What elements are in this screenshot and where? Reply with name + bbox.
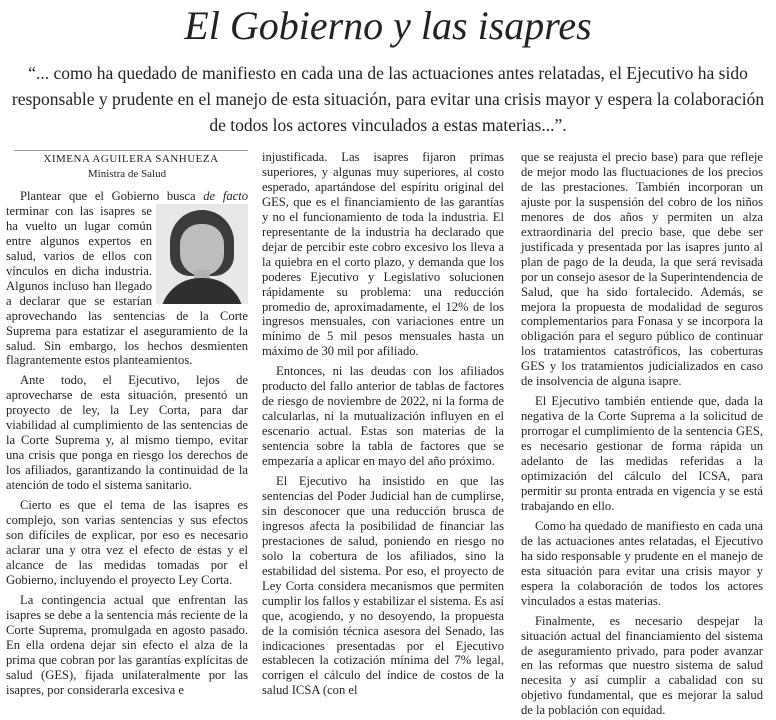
paragraph-4: La contingencia actual que enfrentan las isapres se debe a la sentencia más reciente de la Corte Suprema, promulgada en agosto pasado. En ella ordena dejar sin efecto el alza de la prima que cobran por las garantías explícitas de salud (GES), fijada unilateralmente por las isapres, por considerarla excesiva e: [6, 592, 248, 697]
paragraph-9: Finalmente, es necesario despejar la situación actual del financiamiento del sistema de aseguramiento privado, para poder avanzar en las reformas que nuestro sistema de salud necesita y así cumplir a cabalidad con su objetivo fundamental, que es mejorar la salud de la población con equidad.: [521, 613, 763, 718]
paragraph-7: El Ejecutivo también entiende que, dada la negativa de la Corte Suprema a la solicitud de prorrogar el cumplimiento de la sentencia GES, es necesario gestionar de forma rápida un adelanto de las medidas referidas a la optimización del cálculo del ICSA, para permitir su pronta entrada en vigencia y se está trabajando en ello.: [521, 394, 763, 513]
author-role: Ministra de Salud: [87, 168, 167, 180]
paragraph-8: Como ha quedado de manifiesto en cada una de las actuaciones antes relatadas, el Ejecutivo ha sido responsable y prudente en el manejo de esta situación para evitar una crisis mayor y espera la colaboración de todos los actores vinculados a estas materias.: [521, 518, 763, 608]
pull-quote: “... como ha quedado de manifiesto en cada una de las actuaciones antes relatadas, el Ejecutivo ha sido responsable y prudente en el manejo de esta situación, para evitar una crisis mayor y espera la colaboración de todos los actores vinculados a estas materias...”.: [11, 63, 765, 135]
article-title: El Gobierno y las isapres: [184, 3, 592, 48]
paragraph-6: El Ejecutivo ha insistido en que las sentencias del Poder Judicial han de cumplirse, sin desconocer que una reducción brusca de ingresos afecta la posibilidad de financiar las prestaciones de salud, poniendo en riesgo no solo la cobertura de los afiliados, sino la estabilidad del sistema. Por eso, el proyecto de Ley Corta considera mecanismos que permiten cumplir los fallos y estabilizar el sistema. Es así que, acogiendo, y no desoyendo, la propuesta de la comisión técnica asesora del Senado, las indicaciones presentadas por el Ejecutivo establecen la cotización mínima del 7% legal, corrigen el cálculo del índice de costos de la salud ICSA (con el: [262, 474, 504, 698]
paragraph-3: Cierto es que el tema de las isapres es complejo, son varias sentencias y sus efectos son difíciles de explicar, por eso es necesario aclarar una y otra vez el efecto de estas y el alcance de las medidas tomadas por el Gobierno, incluyendo el proyecto Ley Corta.: [6, 498, 248, 587]
paragraph-4-continued: injustificada. Las isapres fijaron primas superiores, y algunas muy superiores, al costo esperado, apartándose del espíritu original del GES, que es el financiamiento de las garantías y no el funcionamiento de toda la industria. El representante de la industria ha declarado que dejar de percibir este cobro excesivo los lleva a la quiebra en el corto plazo, y demanda que los poderes Ejecutivo y Legislativo solucionen rápidamente su problema: una reducción promedio de, aproximadamente, el 12% de los ingresos mensuales, con variaciones entre un mínimo de 5 mil pesos mensuales hasta un máximo de 30 mil por afiliado.: [262, 150, 504, 359]
author-photo: [156, 204, 248, 304]
paragraph-6-continued: que se reajusta el precio base) para que refleje de mejor modo las fluctuaciones de los precios de las prestaciones. También incorporan un ajuste por la suspensión del cobro de los niños menores de dos años y permiten un alza extraordinaria del precio base, que debe ser justificada y presentada por las isapres junto al plan de pago de la deuda, la que será revisada por un consejo asesor de la Superintendencia de Salud, que ha sido fortalecido. Además, se mejora la propuesta de modalidad de seguros complementarios para Fonasa y se incorpora la obligación para el seguro público de continuar los tratamientos catastróficos, las coberturas GES y los tratamientos judicializados en caso de insolvencia de alguna isapre.: [521, 150, 763, 389]
column-2: [262, 150, 504, 698]
paragraph-1: Plantear que el Gobierno busca de facto terminar con las isapres se ha vuelto un lugar común entre algunos expertos en salud, varios de ellos con vínculos en dicha industria. Algunos incluso han llegado a declarar que se estarían aprovechando las sentencias de la Corte Suprema para estatizar el aseguramiento de la salud. Sin embargo, los hechos desmienten flagrantemente estos planteamientos.: [6, 189, 249, 368]
emphasis: de facto: [203, 189, 249, 203]
column-1: [6, 150, 248, 697]
paragraph-5: Entonces, ni las deudas con los afiliados producto del fallo anterior de tablas de factores de riesgo de noviembre de 2022, ni la forma de calcularlas, ni la mutualización influyen en el escenario actual. Estas son materias de la sentencia sobre la tabla de factores que se empezaría a aplicar en mayo del año próximo.: [262, 364, 504, 469]
column-3: [521, 150, 763, 718]
author-name: XIMENA AGUILERA SANHUEZA: [14, 150, 248, 166]
paragraph-2: Ante todo, el Ejecutivo, lejos de aprovecharse de esta situación, presentó un proyecto de ley, la Ley Corta, para dar viabilidad al cumplimiento de las sentencias de la Corte Suprema y, al mismo tiempo, evitar una crisis que ponga en riesgo los derechos de los afiliados, garantizando la continuidad de la atención de todo el sistema sanitario.: [6, 373, 248, 493]
